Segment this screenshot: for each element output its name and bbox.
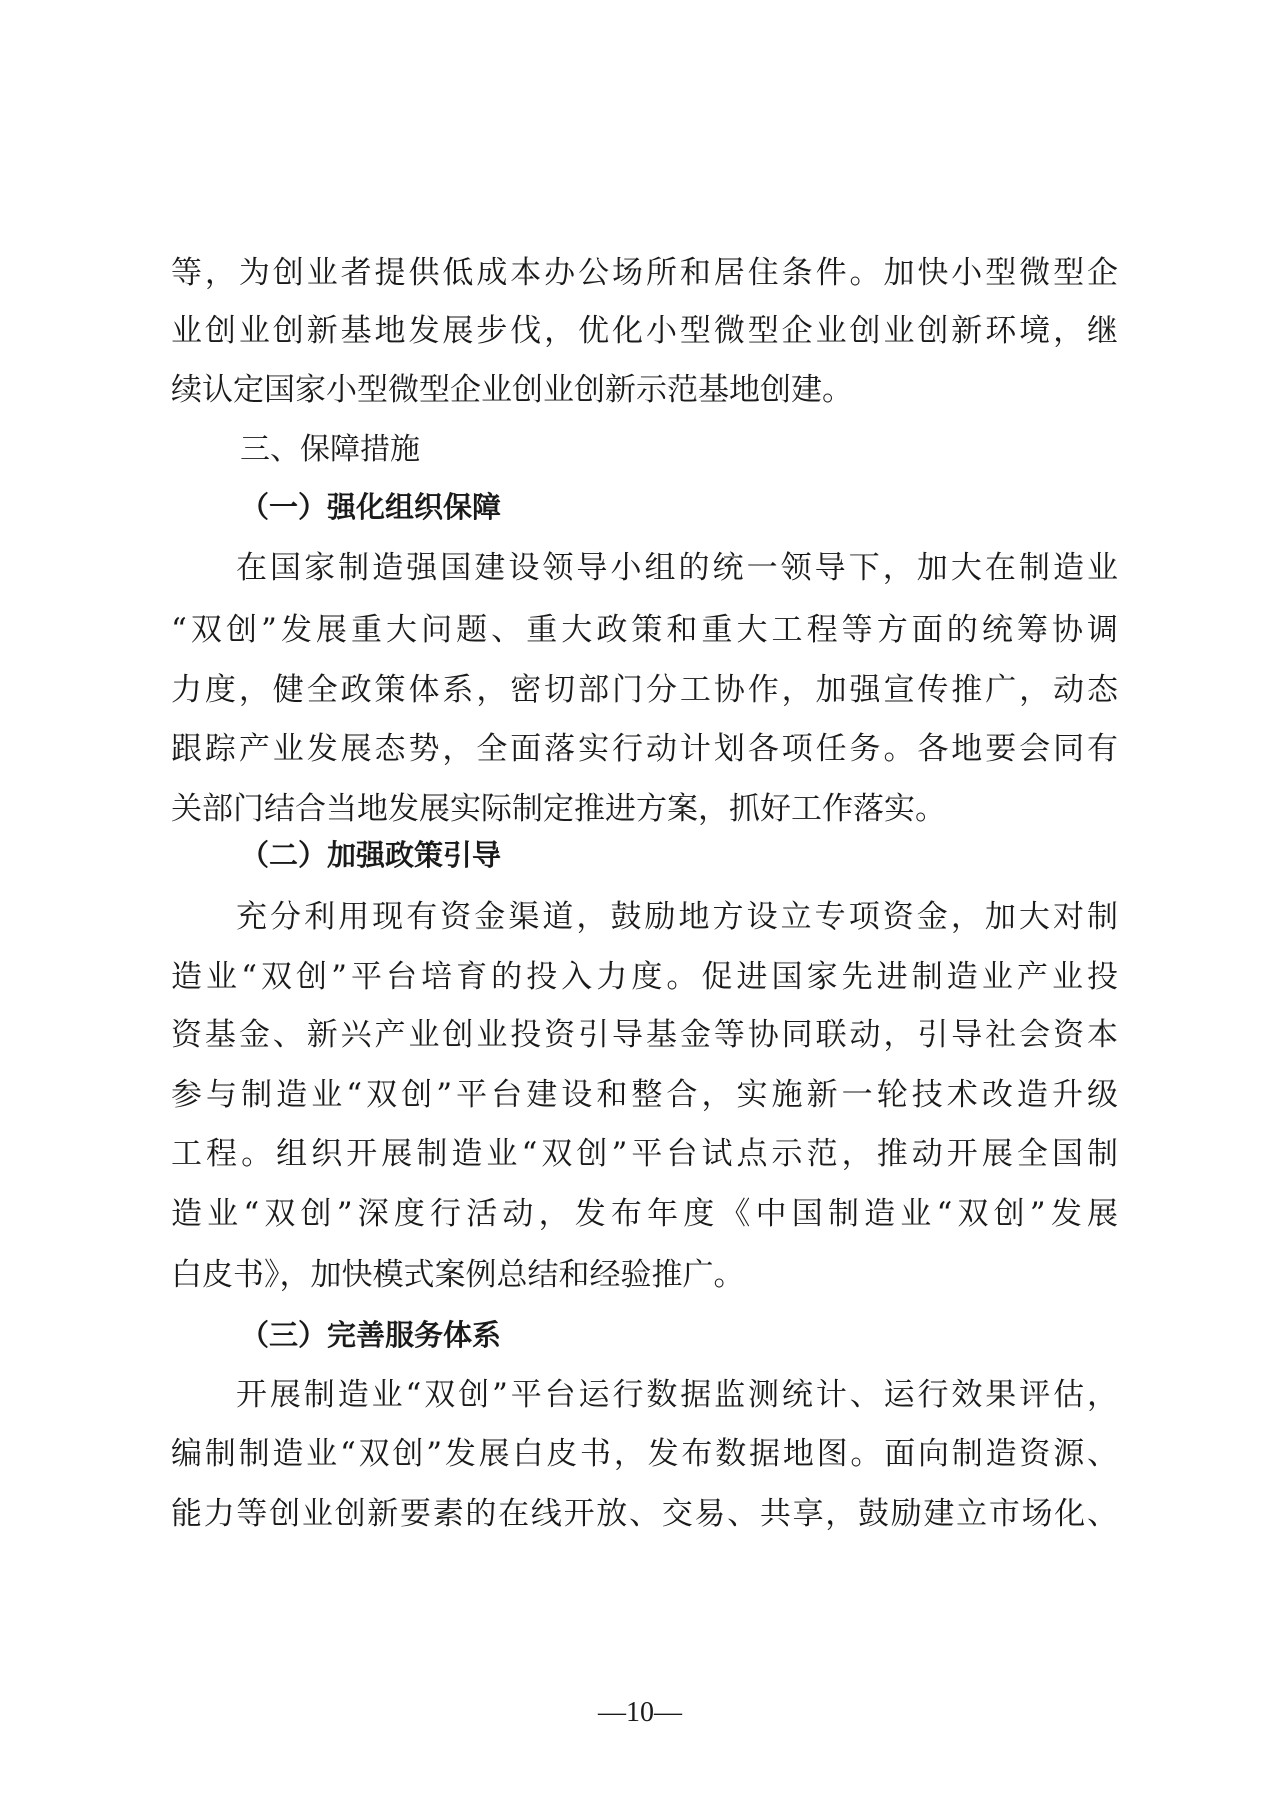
body-text-line: 业创业创新基地发展步伐，优化小型微型企业创业创新环境，继	[171, 313, 1118, 349]
subsection-heading: （一）强化组织保障	[240, 490, 502, 524]
page-number: —10—	[598, 1697, 682, 1728]
body-text-line: 续认定国家小型微型企业创业创新示范基地创建。	[171, 372, 853, 408]
body-text-line: 资基金、新兴产业创业投资引导基金等协同联动，引导社会资本	[171, 1017, 1118, 1053]
body-text-line: 关部门结合当地发展实际制定推进方案，抓好工作落实。	[171, 791, 946, 827]
body-text-line: 造业“双创”深度行活动，发布年度《中国制造业“双创”发展	[171, 1196, 1118, 1232]
body-text-line: 等，为创业者提供低成本办公场所和居住条件。加快小型微型企	[171, 255, 1118, 291]
body-text-line: 跟踪产业发展态势，全面落实行动计划各项任务。各地要会同有	[171, 731, 1118, 767]
body-text-line: “双创”发展重大问题、重大政策和重大工程等方面的统筹协调	[171, 612, 1118, 648]
body-text-line: 力度，健全政策体系，密切部门分工协作，加强宣传推广，动态	[171, 672, 1118, 708]
body-text-line: 工程。组织开展制造业“双创”平台试点示范，推动开展全国制	[171, 1136, 1118, 1172]
section-heading: 三、保障措施	[240, 432, 420, 467]
subsection-heading: （二）加强政策引导	[240, 838, 502, 872]
body-text-line: 编制制造业“双创”发展白皮书，发布数据地图。面向制造资源、	[171, 1436, 1118, 1472]
subsection-heading: （三）完善服务体系	[240, 1318, 502, 1352]
body-text-line: 在国家制造强国建设领导小组的统一领导下，加大在制造业	[236, 550, 1118, 586]
body-text-line: 参与制造业“双创”平台建设和整合，实施新一轮技术改造升级	[171, 1077, 1118, 1113]
body-text-line: 充分利用现有资金渠道，鼓励地方设立专项资金，加大对制	[236, 899, 1118, 935]
body-text-line: 开展制造业“双创”平台运行数据监测统计、运行效果评估，	[236, 1377, 1118, 1413]
body-text-line: 造业“双创”平台培育的投入力度。促进国家先进制造业产业投	[171, 959, 1118, 995]
body-text-line: 白皮书》，加快模式案例总结和经验推广。	[171, 1257, 745, 1293]
body-text-line: 能力等创业创新要素的在线开放、交易、共享，鼓励建立市场化、	[171, 1496, 1118, 1532]
